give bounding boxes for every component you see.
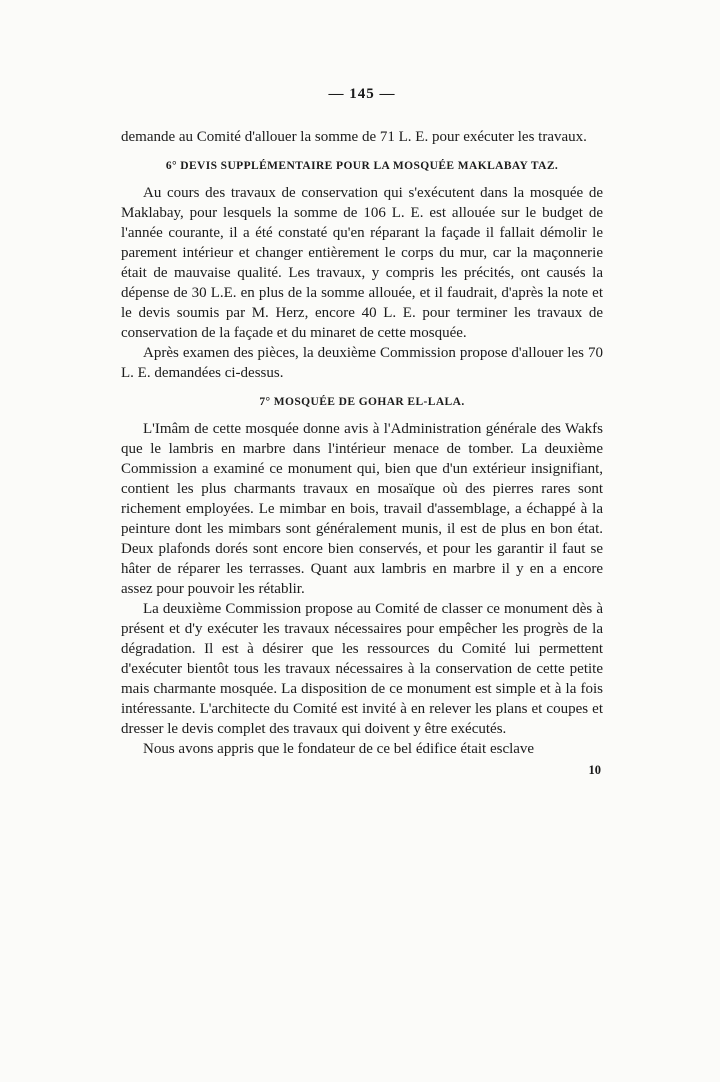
printer-signature-mark: 10 <box>588 763 601 777</box>
paragraph-continuation: demande au Comité d'allouer la somme de 71 L. E. pour exécuter les travaux. <box>121 129 587 145</box>
paragraph-commission-proposal-6: Après examen des pièces, la deuxième Commission propose d'allouer les 70 L. E. demandées ci-dessus. <box>121 345 603 381</box>
paragraph-maklabay-works: Au cours des travaux de conservation qui s'exécutent dans la mosquée de Maklabay, pour lesquels la somme de 106 L. E. est allouée sur le budget de l'année courante, il a été constaté qu'en réparant la façade il fallait démolir le parement intérieur et changer entièrement le corps du mur, car la maçonnerie était de mauvaise qualité. Les travaux, y compris les précités, ont causés la dépense de 30 L.E. en plus de la somme allouée, et il faudrait, d'après la note et le devis soumis par M. Herz, encore 40 L. E. pour terminer les travaux de conservation de la façade et du minaret de cette mosquée. <box>121 185 603 341</box>
section-heading-7: 7° MOSQUÉE DE GOHAR EL-LALA. <box>259 396 465 408</box>
page-number: — 145 — <box>328 86 396 102</box>
section-heading-6: 6° DEVIS SUPPLÉMENTAIRE POUR LA MOSQUÉE MAKLABAY TAZ. <box>165 160 559 172</box>
paragraph-commission-proposal-7: La deuxième Commission propose au Comité de classer ce monument dès à présent et d'y exécuter les travaux nécessaires pour empêcher les progrès de la dégradation. Il est à désirer que les ressources du Comité lui permettent d'exécuter bientôt tous les travaux nécessaires à la conservation de cette petite mais charmante mosquée. La disposition de ce monument est simple et à la fois intéressante. L'architecte du Comité est invité à en relever les plans et coupes et dresser le devis complet des travaux qui doivent y être exécutés. <box>121 601 603 737</box>
document-page <box>121 86 603 778</box>
paragraph-founder-note: Nous avons appris que le fondateur de ce bel édifice était esclave <box>143 741 535 757</box>
paragraph-gohar-description: L'Imâm de cette mosquée donne avis à l'Administration générale des Wakfs que le lambris en marbre dans l'intérieur menace de tomber. La deuxième Commission a examiné ce monument qui, bien que d'un extérieur insignifiant, contient les plus charmants travaux en mosaïque où des pierres rares sont richement employées. Le mimbar en bois, travail d'assemblage, a échappé à la peinture dont les mimbars sont généralement munis, il est de plus en bon état. Deux plafonds dorés sont encore bien conservés, et pour les garantir il faut se hâter de réparer les terrasses. Quant aux lambris en marbre il y en a encore assez pour pouvoir les rétablir. <box>121 421 603 597</box>
